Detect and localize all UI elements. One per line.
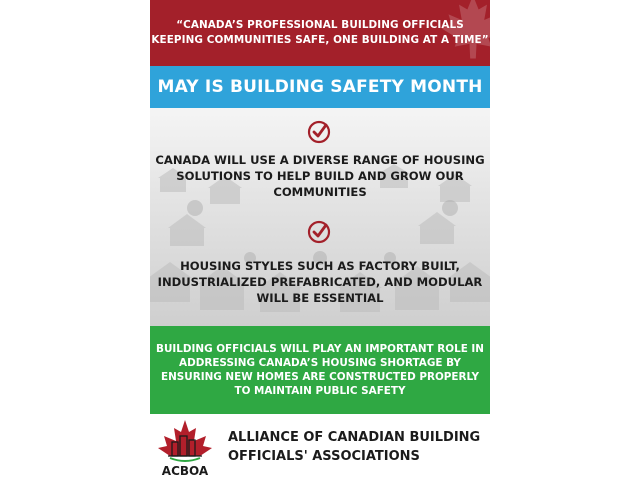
statement-line-1: BUILDING OFFICIALS WILL PLAY AN IMPORTANT ROLE IN [156,343,484,355]
org-name-line-1: ALLIANCE OF CANADIAN BUILDING [228,430,481,445]
point-2-line-3: WILL BE ESSENTIAL [256,291,384,305]
checkmark-circle-icon [307,120,331,144]
statement-line-3: ENSURING NEW HOMES ARE CONSTRUCTED PROPERLY [160,371,480,383]
statement-line-2: ADDRESSING CANADA’S HOUSING SHORTAGE BY [179,357,461,369]
org-name-line-2: OFFICIALS' ASSOCIATIONS [228,449,420,464]
footer [150,414,490,480]
point-1-line-1: CANADA WILL USE A DIVERSE RANGE OF HOUSING [155,153,485,167]
point-1-line-2: SOLUTIONS TO HELP BUILD AND GROW OUR [176,169,464,183]
neighborhood-photo [150,108,490,326]
quote-line-2: KEEPING COMMUNITIES SAFE, ONE BUILDING AT A TIME” [151,34,489,46]
headline: MAY IS BUILDING SAFETY MONTH [150,66,490,108]
logo-text: ACBOA [161,464,209,478]
point-2-line-2: INDUSTRIALIZED PREFABRICATED, AND MODULAR [157,275,483,289]
quote-banner [150,0,490,66]
quote-line-1: “CANADA’S PROFESSIONAL BUILDING OFFICIALS [176,19,464,31]
statement-banner [150,326,490,414]
point-2-line-1: HOUSING STYLES SUCH AS FACTORY BUILT, [180,259,460,273]
point-1 [150,152,490,200]
poster [150,0,490,480]
statement-line-4: TO MAINTAIN PUBLIC SAFETY [234,385,406,397]
maple-leaf-icon [438,0,490,62]
point-2 [150,258,490,306]
point-1-line-3: COMMUNITIES [273,185,367,199]
organization-name [228,428,490,466]
checkmark-circle-icon [307,220,331,244]
